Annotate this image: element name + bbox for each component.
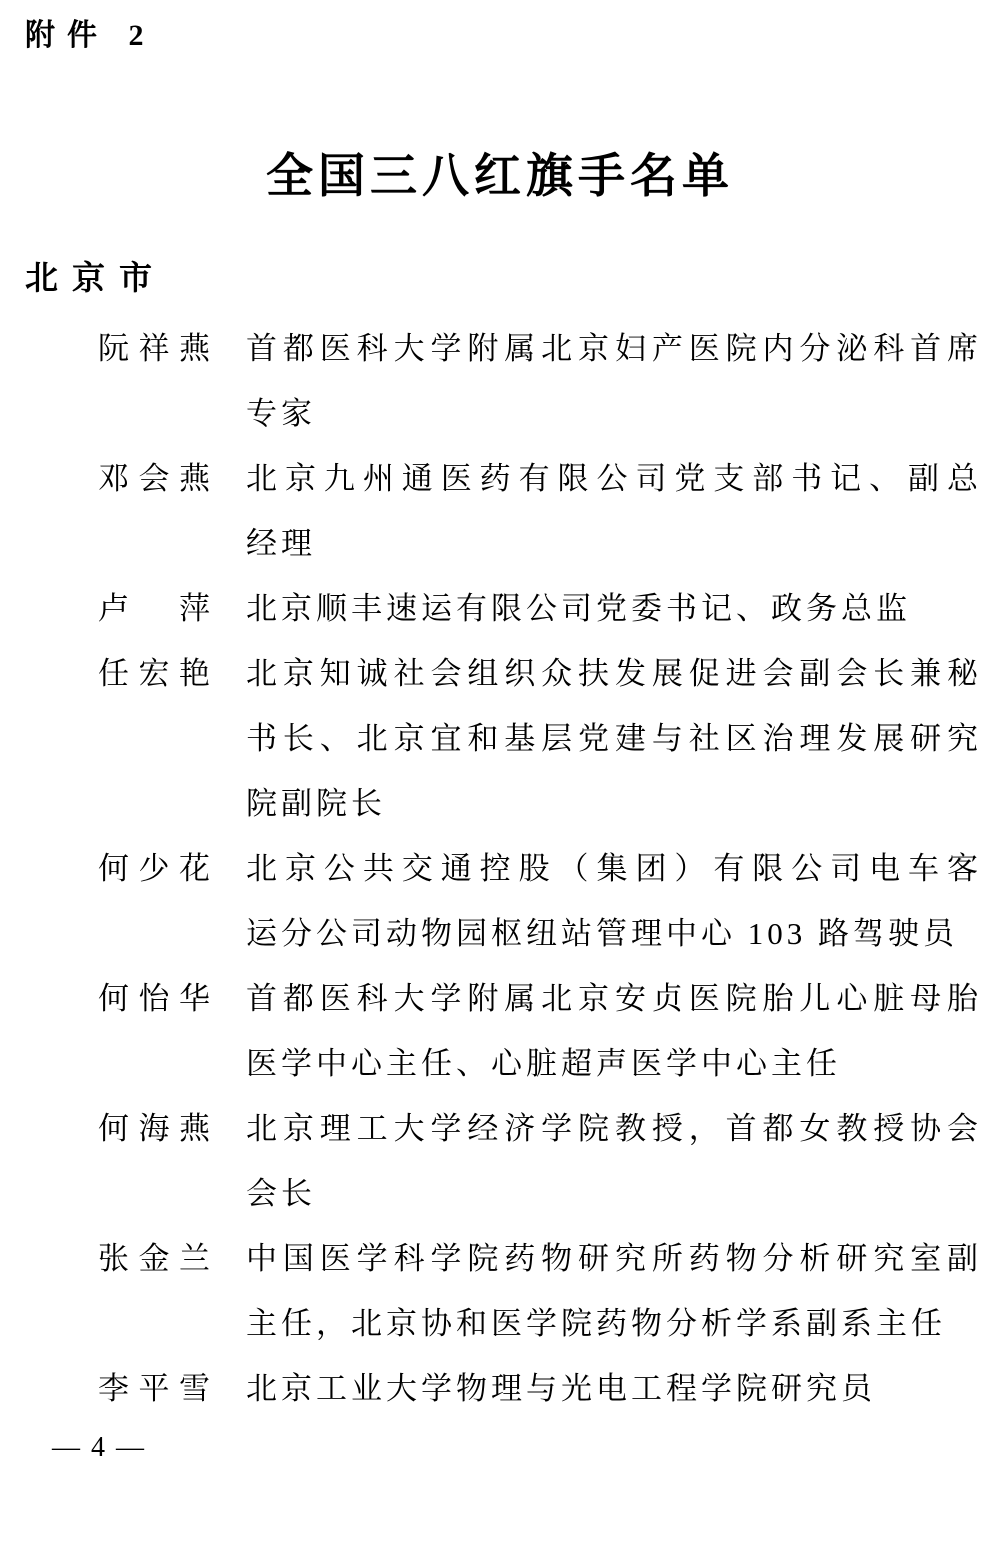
- entry-description: [246, 446, 978, 576]
- entry-name: 任宏艳: [98, 656, 210, 691]
- entry-name: 阮祥燕: [98, 331, 210, 366]
- entry-name: 卢萍: [98, 591, 210, 626]
- entry-description-line: 首都医科大学附属北京妇产医院内分泌科首席: [246, 331, 978, 366]
- entry-description: [246, 576, 978, 641]
- list-item: [98, 966, 978, 1096]
- entry-name: 何怡华: [98, 981, 210, 1016]
- entry-name: 邓会燕: [98, 461, 210, 496]
- entry-description-line: 北京知诚社会组织众扶发展促进会副会长兼秘: [246, 656, 978, 691]
- entry-description-line: 运分公司动物园枢纽站管理中心 103 路驾驶员: [246, 916, 958, 951]
- list-item: [98, 316, 978, 446]
- entry-description: [246, 316, 978, 446]
- entry-description-line: 北京九州通医药有限公司党支部书记、副总: [246, 461, 978, 496]
- list-item: [98, 446, 978, 576]
- entry-name: 张金兰: [98, 1241, 210, 1276]
- list-item: [98, 576, 978, 641]
- entry-description-line: 首都医科大学附属北京安贞医院胎儿心脏母胎: [246, 981, 978, 1016]
- entry-description-line: 中国医学科学院药物研究所药物分析研究室副: [246, 1241, 978, 1276]
- entry-description-line: 会长: [246, 1176, 316, 1211]
- entry-description: [246, 966, 978, 1096]
- entry-description: [246, 1096, 978, 1226]
- entry-description-line: 专家: [246, 396, 316, 431]
- entry-description-line: 书长、北京宜和基层党建与社区治理发展研究: [246, 721, 978, 756]
- list-item: [98, 1226, 978, 1356]
- honoree-list: [98, 316, 978, 1421]
- entry-description: [246, 836, 978, 966]
- entry-description-line: 北京理工大学经济学院教授，首都女教授协会: [246, 1111, 978, 1146]
- entry-description-line: 北京工业大学物理与光电工程学院研究员: [246, 1371, 876, 1406]
- section-header-beijing: 北京市: [25, 259, 166, 296]
- list-item: [98, 1096, 978, 1226]
- entry-name: 何少花: [98, 851, 210, 886]
- entry-description-line: 院副院长: [246, 786, 386, 821]
- entry-description: [246, 641, 978, 836]
- list-item: [98, 1356, 978, 1421]
- entry-description-line: 主任，北京协和医学院药物分析学系副系主任: [246, 1306, 946, 1341]
- page-title: 全国三八红旗手名单: [266, 151, 734, 203]
- entry-name: 李平雪: [98, 1371, 210, 1406]
- entry-description-line: 北京公共交通控股（集团）有限公司电车客: [246, 851, 978, 886]
- attachment-label: 附件 2: [25, 19, 156, 52]
- entry-description: [246, 1356, 978, 1421]
- page-number: — 4 —: [52, 1432, 146, 1463]
- list-item: [98, 641, 978, 836]
- entry-name: 何海燕: [98, 1111, 210, 1146]
- entry-description: [246, 1226, 978, 1356]
- entry-description-line: 北京顺丰速运有限公司党委书记、政务总监: [246, 591, 911, 626]
- entry-description-line: 医学中心主任、心脏超声医学中心主任: [246, 1046, 841, 1081]
- entry-description-line: 经理: [246, 526, 316, 561]
- list-item: [98, 836, 978, 966]
